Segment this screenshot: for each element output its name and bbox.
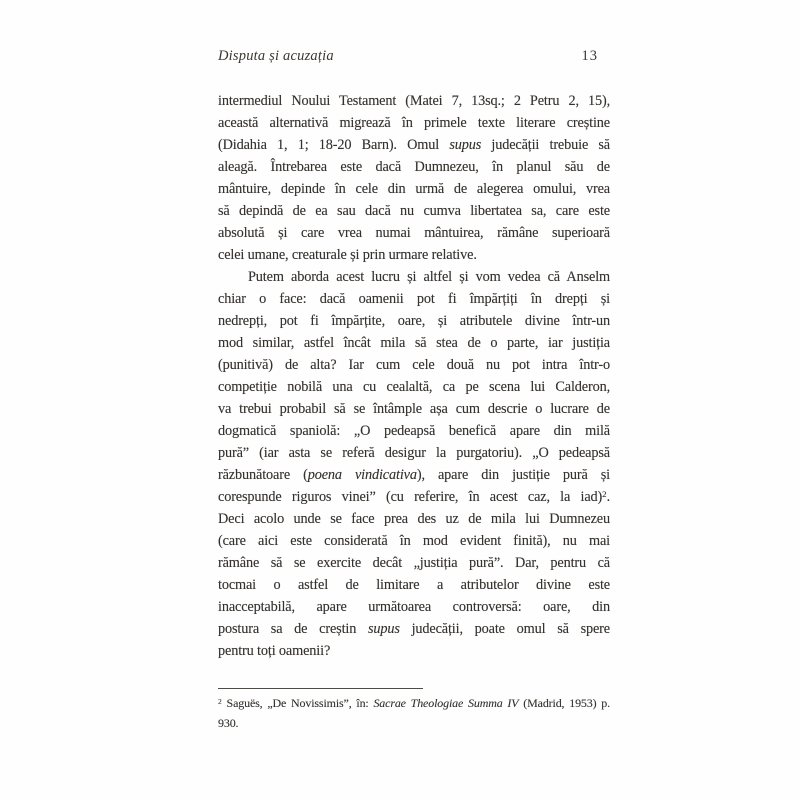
running-title: Disputa și acuzația	[218, 48, 334, 64]
text-line: Putem aborda acest lucru și altfel și vom vedea că Anselm	[248, 269, 610, 285]
page-header	[218, 48, 610, 65]
text-line: pentru toți oamenii?	[218, 643, 331, 659]
page-number: 13	[581, 48, 598, 64]
footnote-separator	[218, 688, 423, 689]
text-line: intermediul Noului Testament (Matei 7, 13sq.; 2 Petru 2, 15),	[218, 93, 610, 109]
text-line: dogmatică spaniolă: „O pedeapsă benefică apare din milă	[218, 423, 610, 439]
text-line: $^2$ Saguës, „De Novissimis”, în: Sacrae Theologiae Summa IV (Madrid, 1953) p.	[218, 696, 610, 710]
text-line: celei umane, creaturale și prin urmare relative.	[218, 247, 477, 263]
text-line: postura sa de creștin supus judecății, poate omul să spere	[218, 621, 610, 637]
text-line: aleagă. Întrebarea este dacă Dumnezeu, în planul său de	[218, 159, 610, 175]
text-line: inacceptabilă, apare următoarea controversă: oare, din	[218, 599, 610, 615]
text-line: competiție nobilă una cu cealaltă, ca pe scena lui Calderon,	[218, 379, 610, 395]
text-line: răzbunătoare (poena vindicativa), apare din justiție pură și	[218, 467, 610, 483]
text-line: să depindă de ea sau dacă nu cumva libertatea sa, care este	[218, 203, 610, 219]
text-line: (punitivă) de alta? Iar cum cele două nu pot intra într-o	[218, 357, 610, 373]
text-line: tocmai o astfel de limitare a atributelor divine este	[218, 577, 610, 593]
text-line: chiar o face: dacă oamenii pot fi împărțiți în drepți și	[218, 291, 610, 307]
text-line: nedrepți, pot fi împărțite, oare, și atributele divine într-un	[218, 313, 610, 329]
text-line: pură” (iar asta se referă desigur la purgatoriu). „O pedeapsă	[218, 445, 610, 461]
text-line: mântuire, depinde în cele din urmă de alegerea omului, vrea	[218, 181, 610, 197]
body-text	[218, 90, 610, 662]
text-line: această alternativă migrează în primele texte literare creștine	[218, 115, 610, 131]
text-line: rămâne să se exercite decât „justiția pură”. Dar, pentru că	[218, 555, 610, 571]
text-line: 930.	[218, 715, 239, 730]
text-line: absolută și care vrea numai mântuirea, rămâne superioară	[218, 225, 610, 241]
text-line: (Didahia 1, 1; 18-20 Barn). Omul supus judecății trebuie să	[218, 137, 610, 153]
text-line: va trebui probabil să se întâmple așa cum descrie o lucrare de	[218, 401, 610, 417]
text-line: corespunde riguros vinei” (cu referire, în acest caz, la iad)$^2$.	[218, 489, 610, 505]
text-line: Deci acolo unde se face prea des uz de mila lui Dumnezeu	[218, 511, 610, 527]
text-line: (care aici este considerată în mod evident finită), nu mai	[218, 533, 610, 549]
text-line: mod similar, astfel încât mila să stea de o parte, iar justiția	[218, 335, 610, 351]
footnote	[218, 694, 610, 733]
